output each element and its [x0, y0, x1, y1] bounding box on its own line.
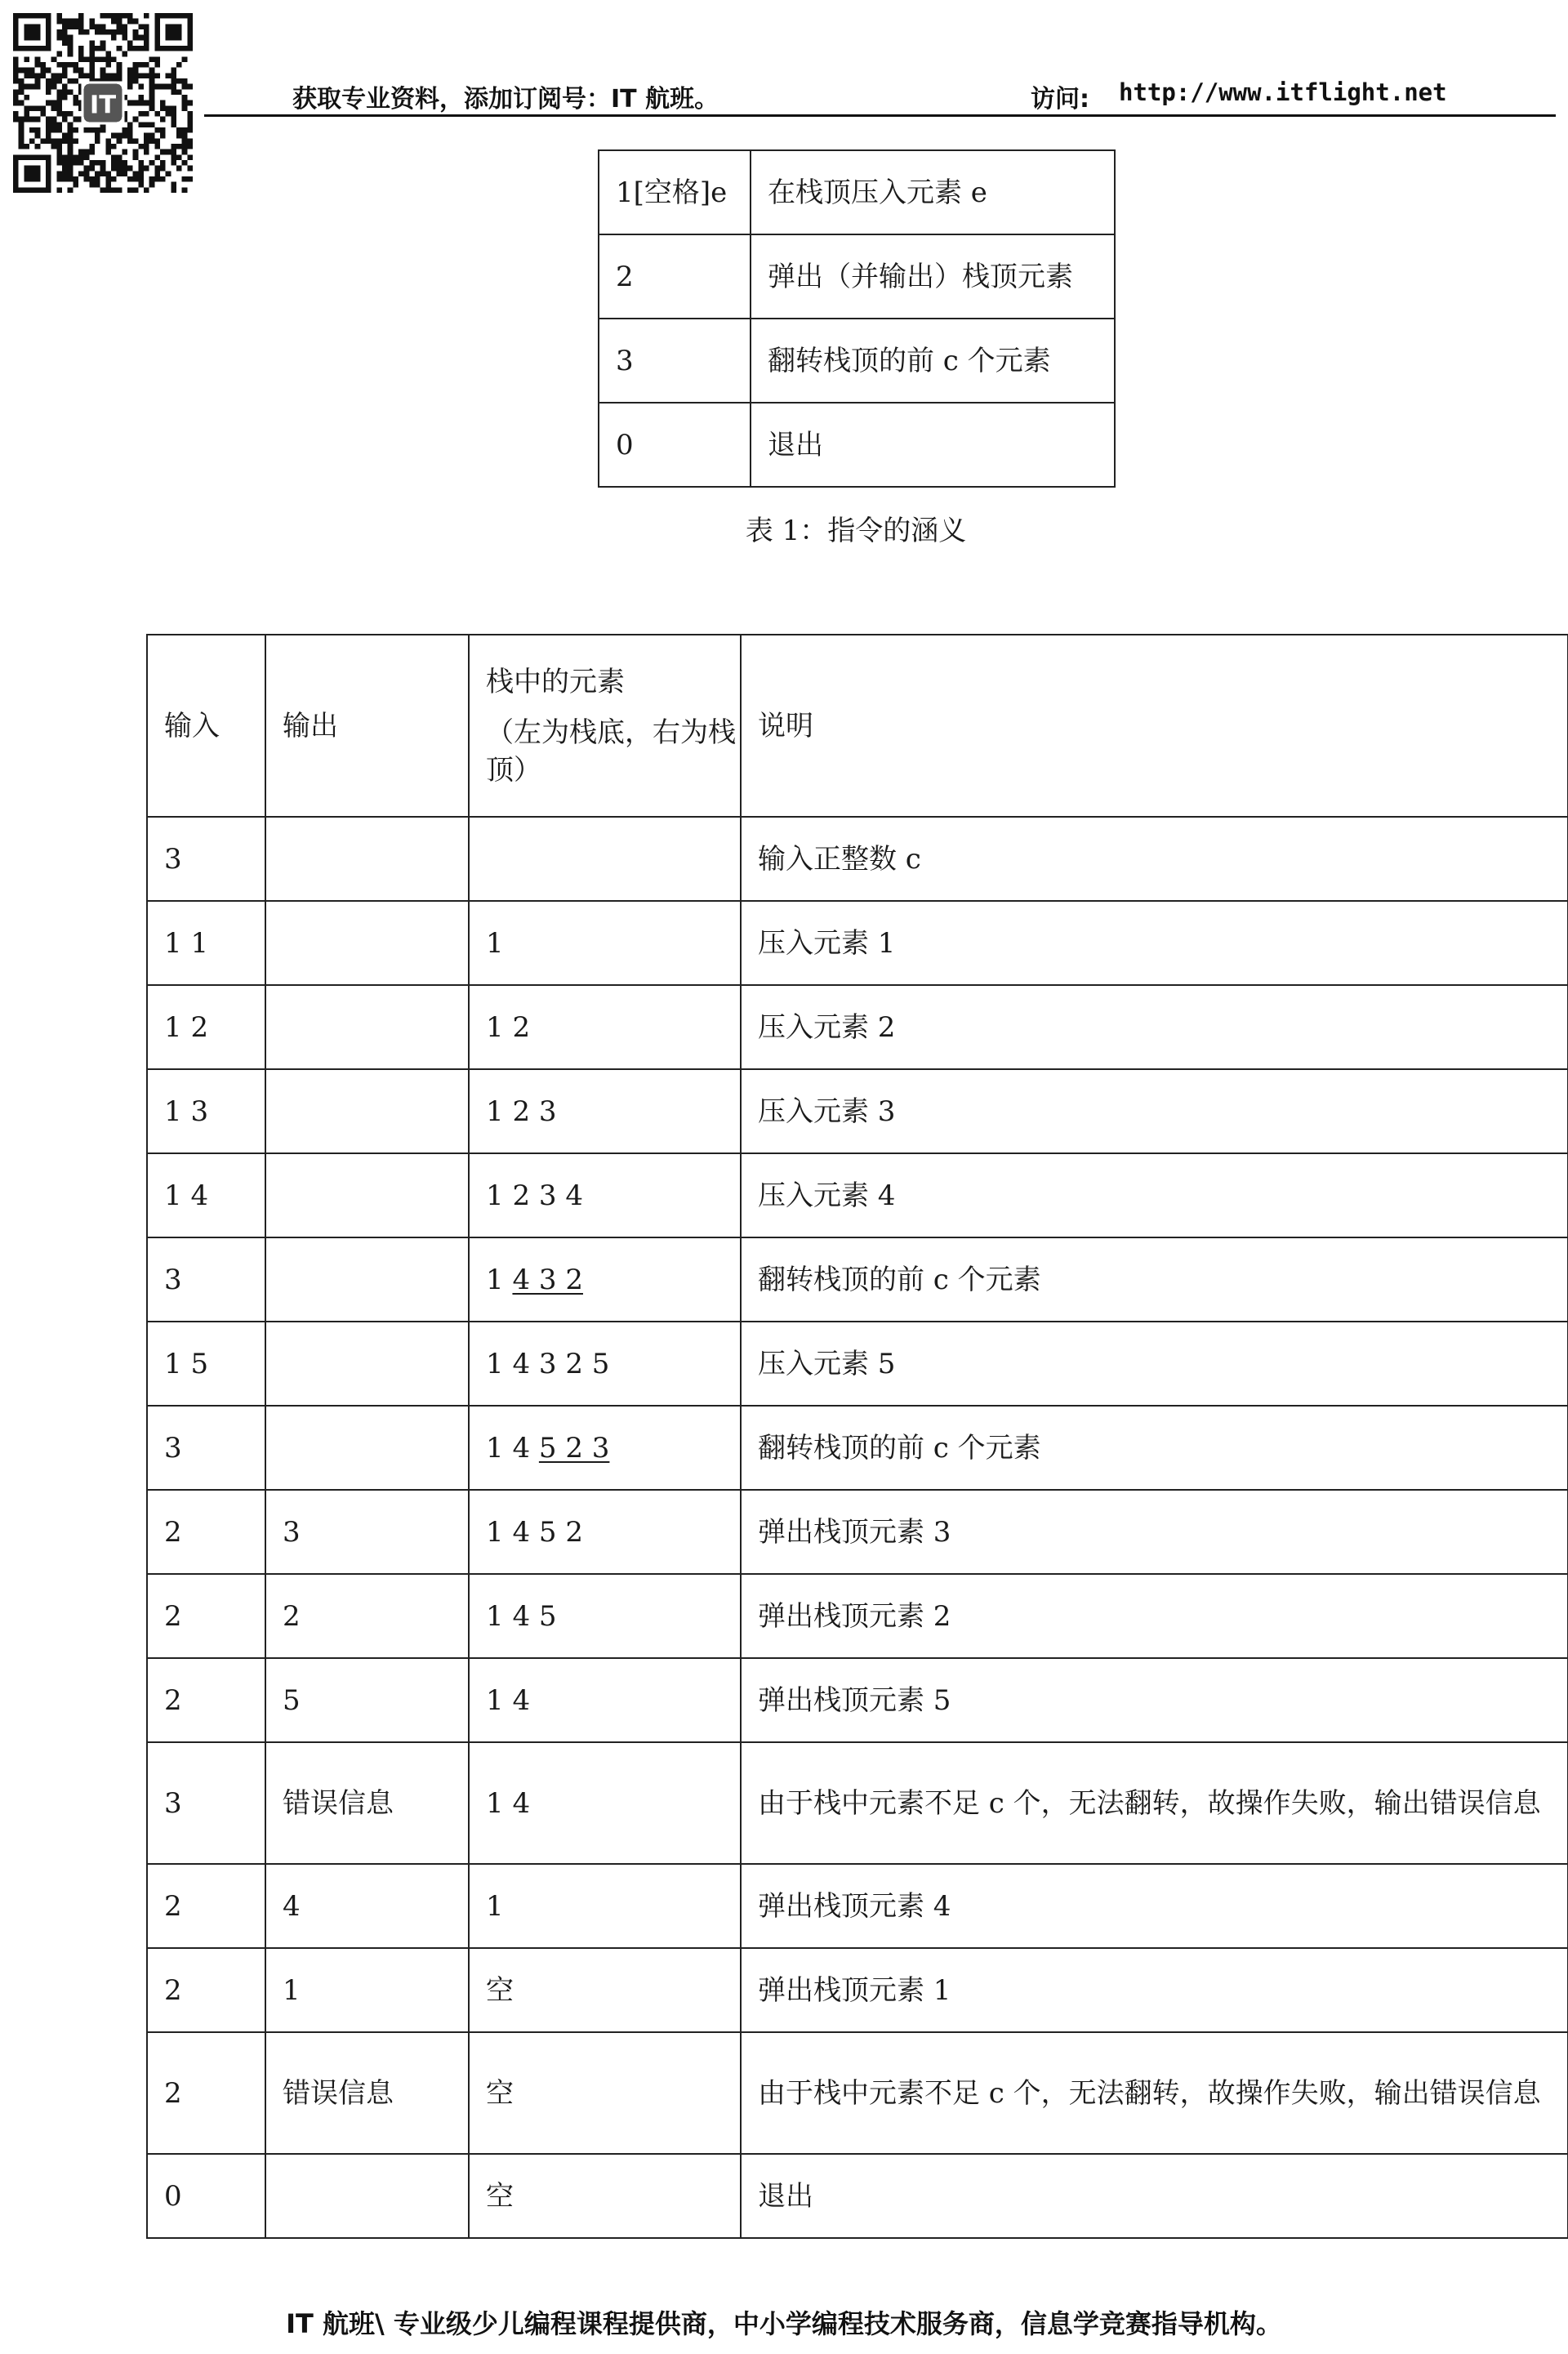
meaning-cell: 在栈顶压入元素 e [751, 150, 1115, 234]
meaning-cell: 弹出（并输出）栈顶元素 [751, 234, 1115, 319]
input-cell: 3 [147, 817, 265, 901]
command-cell: 2 [599, 234, 751, 319]
note-cell: 翻转栈顶的前 c 个元素 [741, 1237, 1568, 1322]
table-row [147, 1069, 1568, 1153]
stack-text: 空 [486, 2179, 514, 2213]
input-cell: 3 [147, 1237, 265, 1322]
note-cell: 翻转栈顶的前 c 个元素 [741, 1406, 1568, 1490]
example-table [146, 634, 1568, 2239]
header-visit-label: 访问: [1031, 85, 1089, 114]
stack-text: 1 2 3 [486, 1095, 557, 1128]
table-row [147, 1406, 1568, 1490]
note-cell: 由于栈中元素不足 c 个，无法翻转，故操作失败，输出错误信息 [741, 1742, 1568, 1864]
output-cell: 3 [265, 1490, 469, 1574]
command-cell: 0 [599, 403, 751, 487]
table-row [147, 1658, 1568, 1742]
table-row [147, 1948, 1568, 2032]
qr-logo-text: IT [89, 91, 117, 120]
footer-text: IT 航班\ 专业级少儿编程课程提供商，中小学编程技术服务商，信息学竞赛指导机构。 [286, 2308, 1282, 2339]
stack-cell [469, 1948, 741, 2032]
output-cell [265, 985, 469, 1069]
input-cell: 2 [147, 2032, 265, 2154]
table-row [599, 319, 1115, 403]
output-cell [265, 2154, 469, 2238]
input-cell: 2 [147, 1490, 265, 1574]
stack-cell [469, 1864, 741, 1948]
stack-cell [469, 1490, 741, 1574]
stack-text: 1 [486, 926, 504, 960]
note-cell: 压入元素 2 [741, 985, 1568, 1069]
meaning-cell: 翻转栈顶的前 c 个元素 [751, 319, 1115, 403]
stack-cell [469, 1406, 741, 1490]
stack-cell [469, 1742, 741, 1864]
command-table [598, 149, 1116, 488]
header-stack-title: 栈中的元素 [486, 665, 625, 698]
command-cell: 3 [599, 319, 751, 403]
stack-reversed-text: 4 3 2 [512, 1263, 583, 1296]
stack-text: 空 [486, 2076, 514, 2110]
table-row [147, 901, 1568, 985]
table-row [147, 2032, 1568, 2154]
input-cell: 3 [147, 1742, 265, 1864]
output-cell [265, 1153, 469, 1237]
output-cell: 2 [265, 1574, 469, 1658]
input-cell: 2 [147, 1658, 265, 1742]
note-cell: 弹出栈顶元素 3 [741, 1490, 1568, 1574]
input-cell: 2 [147, 1864, 265, 1948]
note-cell: 退出 [741, 2154, 1568, 2238]
stack-cell [469, 1069, 741, 1153]
output-cell [265, 817, 469, 901]
table-row [147, 1742, 1568, 1864]
header-divider [204, 114, 1556, 117]
header-note: 说明 [741, 635, 1568, 817]
stack-text: 1 4 5 [486, 1599, 557, 1633]
command-cell: 1[空格]e [599, 150, 751, 234]
stack-cell [469, 2154, 741, 2238]
output-cell [265, 1322, 469, 1406]
stack-text: 1 4 3 2 5 [486, 1347, 610, 1380]
input-cell: 1 1 [147, 901, 265, 985]
table-row [147, 985, 1568, 1069]
table-row [599, 234, 1115, 319]
input-cell: 1 5 [147, 1322, 265, 1406]
stack-text: 1 [486, 1263, 513, 1296]
output-cell: 错误信息 [265, 2032, 469, 2154]
note-cell: 弹出栈顶元素 5 [741, 1658, 1568, 1742]
stack-text: 空 [486, 1973, 514, 2007]
output-cell [265, 1406, 469, 1490]
table-row [147, 1864, 1568, 1948]
output-cell: 1 [265, 1948, 469, 2032]
note-cell: 输入正整数 c [741, 817, 1568, 901]
input-cell: 1 3 [147, 1069, 265, 1153]
table-row [147, 817, 1568, 901]
stack-cell [469, 901, 741, 985]
input-cell: 1 4 [147, 1153, 265, 1237]
output-cell [265, 901, 469, 985]
input-cell: 2 [147, 1574, 265, 1658]
table-row [147, 1322, 1568, 1406]
output-cell: 错误信息 [265, 1742, 469, 1864]
note-cell: 由于栈中元素不足 c 个，无法翻转，故操作失败，输出错误信息 [741, 2032, 1568, 2154]
note-cell: 弹出栈顶元素 4 [741, 1864, 1568, 1948]
table-row [599, 150, 1115, 234]
stack-text: 1 4 [486, 1786, 531, 1820]
table-row [147, 1237, 1568, 1322]
stack-text: 1 2 3 4 [486, 1179, 583, 1212]
qr-code-icon [13, 13, 193, 193]
input-cell: 2 [147, 1948, 265, 2032]
header-subscribe-text: 获取专业资料，添加订阅号：IT 航班。 [292, 85, 719, 114]
header-input: 输入 [147, 635, 265, 817]
stack-cell [469, 2032, 741, 2154]
meaning-cell: 退出 [751, 403, 1115, 487]
header-output: 输出 [265, 635, 469, 817]
stack-cell [469, 1322, 741, 1406]
table-caption: 表 1：指令的涵义 [745, 515, 967, 547]
note-cell: 弹出栈顶元素 2 [741, 1574, 1568, 1658]
stack-cell [469, 1574, 741, 1658]
output-cell [265, 1069, 469, 1153]
stack-cell [469, 985, 741, 1069]
output-cell: 4 [265, 1864, 469, 1948]
input-cell: 1 2 [147, 985, 265, 1069]
table-header-row [147, 635, 1568, 817]
stack-text: 1 4 [486, 1431, 539, 1465]
note-cell: 弹出栈顶元素 1 [741, 1948, 1568, 2032]
output-cell [265, 1237, 469, 1322]
stack-cell [469, 1153, 741, 1237]
note-cell: 压入元素 1 [741, 901, 1568, 985]
stack-cell [469, 1658, 741, 1742]
header-stack [469, 635, 741, 817]
output-cell: 5 [265, 1658, 469, 1742]
table-row [599, 403, 1115, 487]
header-stack-subtitle: （左为栈底，右为栈顶） [486, 716, 736, 787]
header-visit-url[interactable]: http://www.itflight.net [1119, 78, 1447, 106]
table-row [147, 2154, 1568, 2238]
note-cell: 压入元素 3 [741, 1069, 1568, 1153]
table-row [147, 1490, 1568, 1574]
note-cell: 压入元素 5 [741, 1322, 1568, 1406]
input-cell: 0 [147, 2154, 265, 2238]
stack-text: 1 2 [486, 1010, 531, 1044]
table-row [147, 1574, 1568, 1658]
stack-text: 1 4 [486, 1683, 531, 1717]
table-row [147, 1153, 1568, 1237]
stack-reversed-text: 5 2 3 [538, 1431, 610, 1465]
note-cell: 压入元素 4 [741, 1153, 1568, 1237]
stack-text: 1 4 5 2 [486, 1515, 583, 1549]
stack-text: 1 [486, 1889, 504, 1923]
input-cell: 3 [147, 1406, 265, 1490]
stack-cell [469, 1237, 741, 1322]
stack-cell [469, 817, 741, 901]
